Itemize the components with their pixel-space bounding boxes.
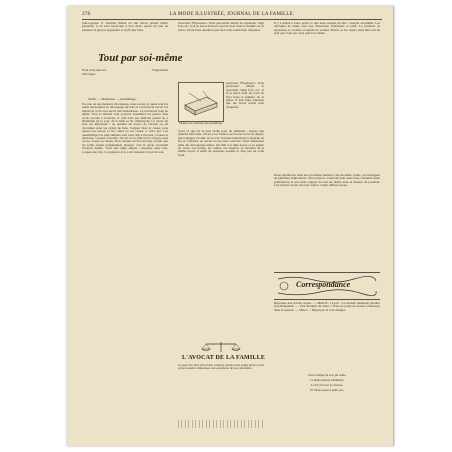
feature-title: Tout par soi-même [98,52,183,64]
column2-beside-figure-text: troussons l'Espérance. Vous personnel défaut le reprendre vingt fois, etc. et il se placé dont un rond du bois Sous le numéro de la pièce, il faut faire attention que les bords soient bien d'équerre. [226,82,264,109]
avocat-ornament [194,340,248,354]
feature-subtitle-left: Pour exécuter les Ouvrages [82,68,107,76]
feature-title-block [82,50,183,94]
figure-caption: Manière de construire une assemblage. [179,122,223,125]
assembly-figure [178,82,224,122]
verse-line-3: Le fil court sur le canevas, [311,383,343,387]
correspondence-banner [274,272,380,300]
avocat-heading: L'AVOCAT DE LA FAMILLE [182,355,266,361]
column1-opening-text: prêt-à-porter. Il vaudrait mieux un fils adroit qu'une étoffe passable; il en sera beaucoup à bon droit. Après un peu de patience le garçon apprendra ce qu'il faut faire. [82,22,168,32]
verse-line-2: La main patiente sommeille, [309,378,345,382]
avocat-text: Ce que l'on doit savoir des contrats passés sous seing privé et des actes notariés. Réponses aux questions de nos abonnées. [178,364,264,371]
page-number: 378 [82,12,91,17]
assembly-diagram-icon [179,83,223,121]
column2-body-text: Voici ce qui est le plus facile pour un débutant : prenez une planche bien unie, tracez-y les formes, percez les trous de départ, puis engagez la lame de la scie. Tournez lentement la planche au fur et à mesure, en tenant la scie bien verticale. Vous obtiendrez ainsi des découpures nettes. On finit à la lime douce et au papier de verre. Les boîtes, les cadres, les étagères se montent de la même façon; il suffit de quelques pointes et d'un peu de colle forte. [178,130,264,157]
feature-subtitle-right: d'Agrément [151,68,168,72]
column3-lower-text: Réponses aux lettres reçues. — Mme B. à Lyon : Le modèle demandé paraîtra prochainement. — Une abonnée de Tours : Nous ne pouvons donner d'adresses dans le journal. — Mlle L. : Employez la soie d'Alger. [274,302,380,312]
column1-body-text: Par une de nos derniers chroniques, nous avons vu quels sont les outils nécessaires au découpage du bois; il convient de savoir les employer et de s'en servir sans maladresse. Le travail est long au début. Tout le monde veut pouvoir assembler les pièces sans avoir recours à l'ouvrier, et cela n'est pas difficile quand on a l'habitude de la scie, de la lime et du vilebrequin. Le choix du bois est important : on prendra du noyer, de l'érable ou du citronnier pour les objets de luxe. Soigner bien la coupe; puis ajuster les pièces et les coller ou les clouer à votre gré. Les assemblages les plus simples sont ceux dits à mi-bois, à tenon et mortaise, à queue d'aronde. On les trace d'abord au crayon, puis on les creuse au ciseau. Pour obtenir un bel ouvrage, il faut que les joints soient parfaitement dressés; c'est là qu'on reconnaît l'ouvrier habile. Voici une règle simple : mesurez deux fois, coupez une fois. La patience et le soin viennent à bout de tout. [82,103,168,154]
column3-body-text: Nous publierons dans nos prochains numéros des modèles variés, accompagnés de planches explicatives. Nos lectrices voudront bien nous faire connaître leurs préférences; il sera tenu compte de tous les désirs dans la mesure du possible. Les patrons seront envoyés franco contre timbres-poste. [274,174,380,188]
running-header [82,10,382,20]
ornament-scales-icon [194,340,248,354]
correspondence-title: Correspondance [296,280,351,289]
running-head-title: LA MODE ILLUSTRÉE, JOURNAL DE LA FAMILLE. [169,12,295,17]
feature-section-heading: Outils. — Matériaux. — Assemblage. [88,97,137,101]
verse-line-1: Sous la lampe du soir qui veille, [307,373,347,377]
avocat-table-grid [178,420,264,428]
verse-line-4: Et l'heure passe à petits pas. [310,388,344,392]
column2-top-text: troussons l'Espérance. Vous personnel défaut le reprendre vingt fois, etc. et il se placé dont un rond du bois Sous le numéro de la pièce, il faut faire attention que les bords soient bien d'équerre. [178,22,264,32]
column3-top-text: Il y a mieux à faire, après ce que nous venons de dire : essayer soi-même. Les ouvrages de dame sont une distraction charmante et utile. La broderie, la tapisserie, le crochet occupent les soirées d'hiver, et les objets ainsi faits ont un prix que n'ont pas ceux que l'on achète. [274,22,380,36]
